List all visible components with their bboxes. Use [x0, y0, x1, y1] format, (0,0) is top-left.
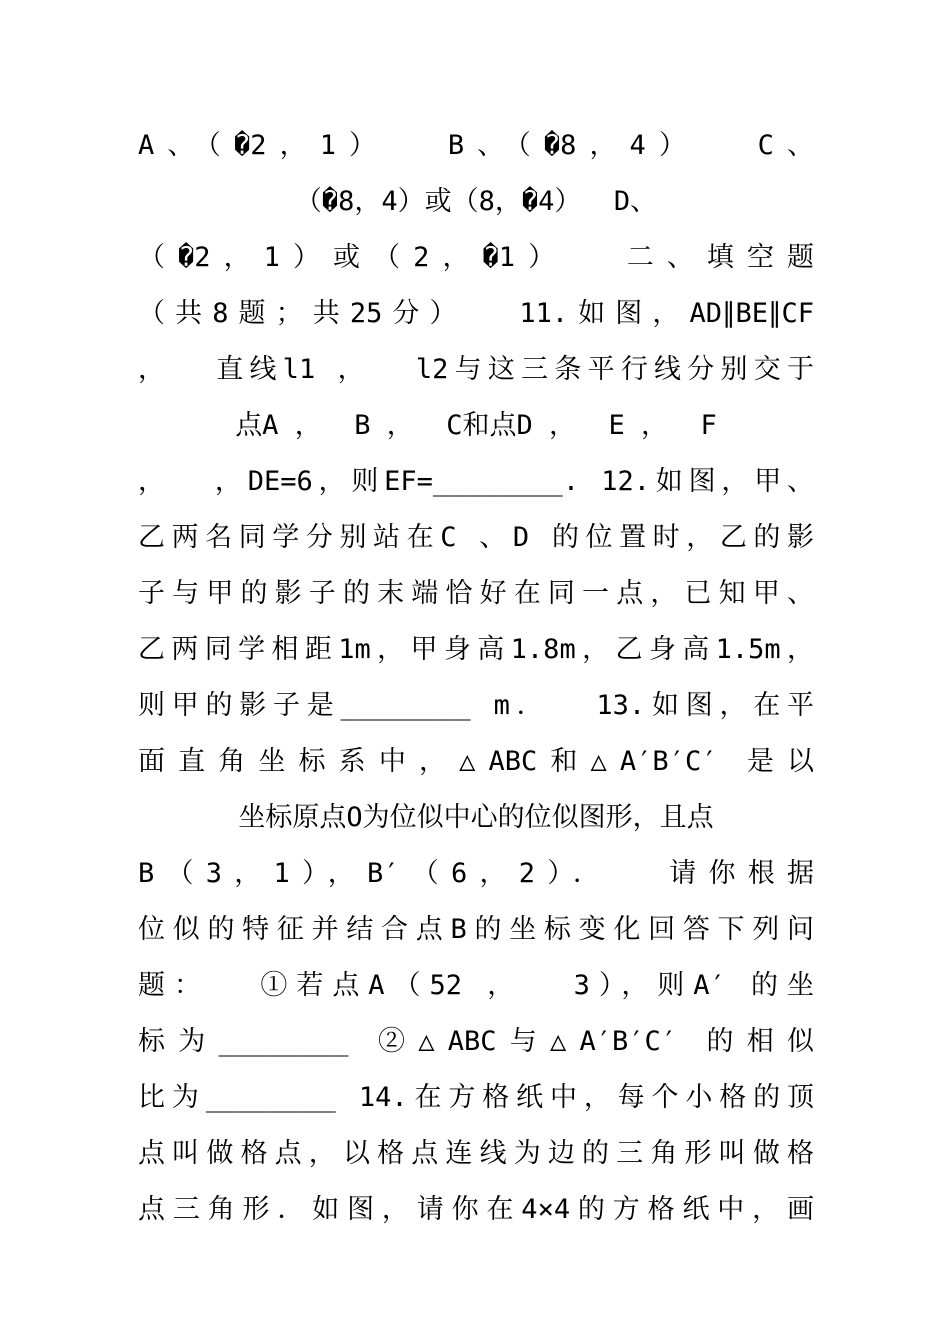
text-line-8: 乙两名同学分别站在C 、D 的位置时，乙的影 — [138, 522, 814, 553]
text-line-15: 位似的特征并结合点B的坐标变化回答下列问 — [138, 914, 814, 945]
text-line-1: A、（�2，1） B、（�8，4） C、 — [138, 130, 814, 161]
text-line-11: 则甲的影子是________ m． 13.如图，在平 — [138, 690, 814, 721]
text-line-2: （�8，4）或（8，�4） D、 — [294, 186, 658, 217]
text-line-13: 坐标原点O为位似中心的位似图形，且点 — [238, 802, 714, 833]
text-line-9: 子与甲的影子的末端恰好在同一点，已知甲、 — [138, 578, 814, 609]
text-line-6: 点A ， B ， C和点D ， E ， F — [235, 410, 717, 441]
text-line-5: ， 直线l1 ， l2与这三条平行线分别交于 — [138, 354, 814, 385]
text-line-14: B（3，1），B′（6，2）． 请你根据 — [138, 858, 814, 889]
text-line-19: 点叫做格点，以格点连线为边的三角形叫做格 — [138, 1138, 814, 1169]
text-line-3: （�2，1）或（2，�1） 二、填空题 — [138, 242, 814, 273]
text-line-18: 比为________ 14.在方格纸中，每个小格的顶 — [138, 1082, 814, 1113]
text-line-17: 标为________ ②△ABC与△A′B′C′ 的相似 — [138, 1026, 814, 1057]
text-line-20: 点三角形．如图，请你在4×4的方格纸中，画 — [138, 1194, 814, 1225]
text-line-10: 乙两同学相距1m，甲身高1.8m，乙身高1.5m， — [138, 634, 814, 665]
text-line-12: 面直角坐标系中，△ABC和△A′B′C′ 是以 — [138, 746, 814, 777]
text-line-4: （共8题；共25分） 11.如图，AD∥BE∥CF — [138, 298, 814, 329]
text-line-16: 题： ①若点A（52 ， 3），则A′ 的坐 — [138, 970, 814, 1001]
text-line-7: ， ，DE=6，则EF=________. 12.如图，甲、 — [138, 466, 814, 497]
